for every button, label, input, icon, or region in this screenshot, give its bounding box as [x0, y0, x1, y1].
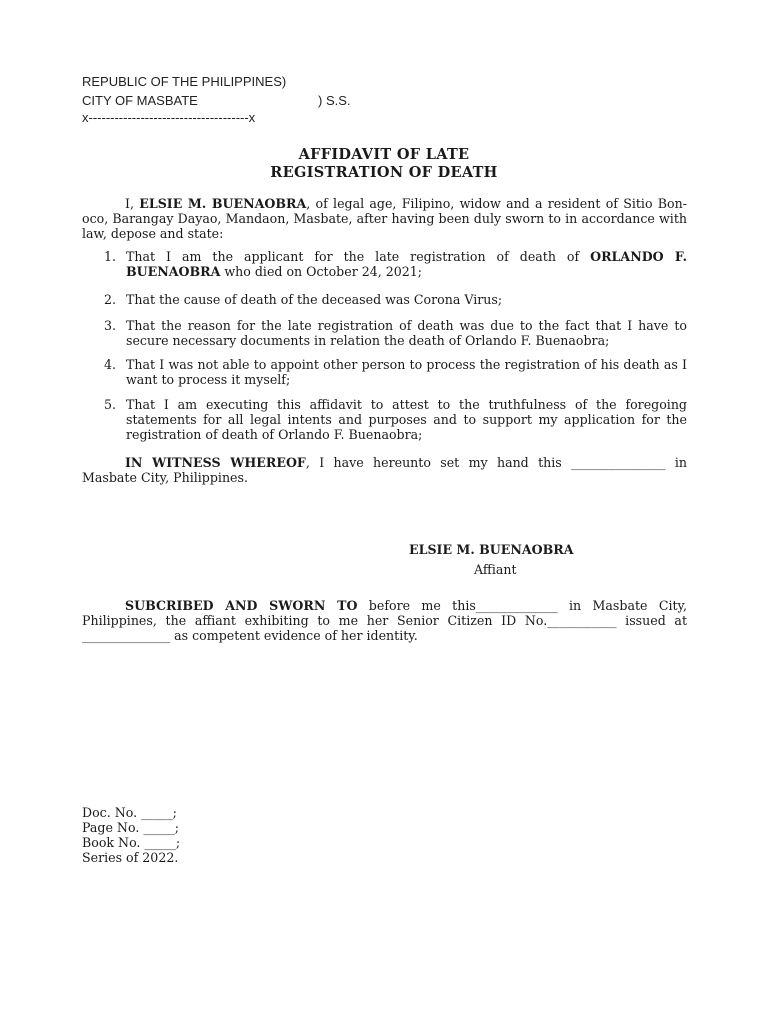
item-text [126, 249, 687, 279]
affiant-name: ELSIE M. BUENAOBRA [139, 196, 307, 211]
item-text: That I was not able to appoint other person to process the registration of his death as I want to process it myself; [126, 357, 687, 388]
witness-heading: IN WITNESS WHEREOF [125, 455, 306, 470]
intro-paragraph [82, 196, 687, 242]
jurat-heading: SUBCRIBED AND SWORN TO [125, 598, 358, 613]
item-number: 1. [104, 249, 117, 264]
notary-doc-no: Doc. No. _____; [82, 805, 177, 820]
intro-prefix: I, [125, 196, 140, 211]
witness-paragraph [82, 455, 687, 485]
signature-role: Affiant [474, 562, 517, 577]
item-number: 2. [104, 292, 117, 307]
intro-text: , of legal age, Filipino, widow and a resident of Sitio Bon-oco, Barangay Dayao, Mandaon, Masbate, after having been duly sworn to in accordance with law, depose and state: [82, 196, 688, 242]
document-title-line1: AFFIDAVIT OF LATE [298, 146, 470, 163]
item-number: 4. [104, 357, 117, 372]
header-divider: x-------------------------------------x [82, 110, 256, 125]
notary-page-no: Page No. _____; [82, 820, 180, 835]
item-text: That the cause of death of the deceased was Corona Virus; [126, 292, 503, 307]
item-text: That the reason for the late registration of death was due to the fact that I have to secure necessary documents in relation the death of Orlando F. Buenaobra; [126, 318, 687, 349]
notary-book-no: Book No. _____; [82, 835, 181, 850]
notary-series: Series of 2022. [82, 850, 179, 865]
jurat-paragraph [82, 598, 687, 644]
document-title-line2: REGISTRATION OF DEATH [270, 164, 498, 181]
item-text: That I am executing this affidavit to attest to the truthfulness of the foregoing statements for all legal intents and purposes and to support my application for the registration of death of Orlando F. Buenaobra; [126, 397, 687, 443]
header-ss: ) S.S. [318, 93, 351, 108]
witness-text: , I have hereunto set my hand this _______________ in Masbate City, Philippines. [82, 455, 687, 486]
item-number: 5. [104, 397, 117, 412]
item-text-post: who died on October 24, 2021; [220, 264, 423, 280]
item-text-pre: That I am the applicant for the late registration of death of [126, 249, 591, 264]
deceased-name: ORLANDO F. BUENAOBRA [126, 249, 687, 280]
item-number: 3. [104, 318, 117, 333]
header-republic: REPUBLIC OF THE PHILIPPINES) [82, 74, 287, 89]
signature-name: ELSIE M. BUENAOBRA [409, 542, 574, 557]
header-city: CITY OF MASBATE [82, 93, 198, 108]
jurat-text: before me this_____________ in Masbate City, Philippines, the affiant exhibiting to me her Senior Citizen ID No.___________ issued at ______________ as competent evidence of her identity. [82, 598, 687, 644]
